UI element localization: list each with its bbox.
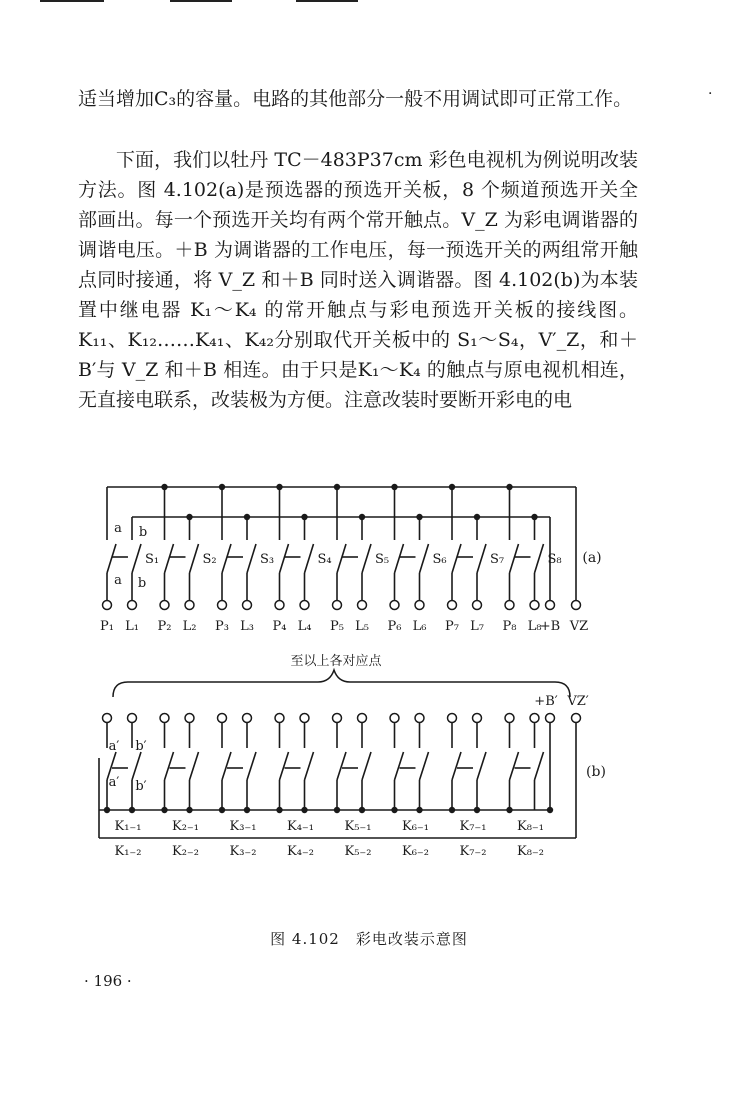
terminal-label: P₆ [387, 619, 402, 634]
relay-contact-label-bottom: K₃₋₂ [229, 844, 257, 859]
switch-label: S₄ [317, 552, 332, 567]
terminal-label: P₇ [445, 619, 459, 634]
terminal-p-prime [505, 714, 514, 723]
switch-blade-b-prime [477, 752, 486, 780]
contact-a-label: a [114, 521, 122, 536]
terminal-l [530, 601, 539, 610]
page-number: · 196 · [84, 972, 132, 990]
switch-blade-a [222, 544, 231, 573]
contact-b-label: b [137, 576, 147, 591]
switch-blade-b [190, 544, 199, 573]
terminal-plus-b [546, 601, 555, 610]
contact-a-prime-label: a′ [108, 739, 120, 754]
terminal-p [448, 601, 457, 610]
relay-contact-label-top: K₅₋₁ [344, 819, 372, 834]
switch-label: S₇ [489, 552, 505, 567]
contact-b-prime-label: b′ [135, 739, 147, 754]
relay-contact-label-top: K₈₋₁ [517, 819, 544, 834]
terminal-p [218, 601, 227, 610]
contact-a-prime-label: a′ [108, 775, 120, 790]
terminal-label: L₃ [240, 619, 254, 634]
terminal-p [390, 601, 399, 610]
terminal-p [275, 601, 284, 610]
switch-blade-a [452, 544, 461, 573]
switch-blade-a-prime [337, 752, 346, 780]
terminal-p [103, 601, 112, 610]
terminal-label: P₈ [502, 619, 517, 634]
panel-b-tag: (b) [586, 764, 606, 780]
junction-node [161, 484, 167, 490]
circuit-diagram [0, 460, 738, 880]
terminal-l [415, 601, 424, 610]
terminal-label: P₂ [157, 619, 172, 634]
terminal-label: P₁ [100, 619, 114, 634]
junction-node [547, 807, 553, 813]
switch-blade-b [247, 544, 256, 573]
terminal-l [473, 601, 482, 610]
terminal-p [160, 601, 169, 610]
switch-blade-a [395, 544, 404, 573]
terminal-l [128, 601, 137, 610]
terminal-label: L₆ [412, 619, 427, 634]
switch-blade-b-prime [362, 752, 371, 780]
junction-node [301, 514, 307, 520]
top-rule-right [296, 0, 358, 2]
contact-b-label: b [138, 525, 148, 540]
switch-blade-a-prime [280, 752, 289, 780]
relay-contact-label-bottom: K₂₋₂ [172, 844, 199, 859]
junction-node [186, 514, 192, 520]
terminal-p [505, 601, 514, 610]
relay-contact-label-bottom: K₁₋₂ [114, 844, 142, 859]
paragraph-1: 适当增加C₃的容量。电路的其他部分一般不用调试即可正常工作。 [78, 88, 633, 110]
terminal-p-prime [218, 714, 227, 723]
relay-contact-label-bottom: K₆₋₂ [402, 844, 429, 859]
brace-note: 至以上各对应点 [290, 654, 382, 669]
switch-blade-b-prime [190, 752, 199, 780]
switch-blade-b-prime [535, 752, 544, 780]
terminal-l [358, 601, 367, 610]
switch-label: S₈ [547, 552, 562, 567]
switch-blade-a [165, 544, 174, 573]
terminal-p-prime [390, 714, 399, 723]
contact-a-label: a [114, 573, 122, 588]
switch-blade-b [362, 544, 371, 573]
terminal-vz [572, 601, 581, 610]
switch-blade-b [420, 544, 429, 573]
terminal-p-prime [333, 714, 342, 723]
terminal-p-prime [103, 714, 112, 723]
junction-node [359, 514, 365, 520]
switch-label: S₅ [374, 552, 390, 567]
terminal-label: L₁ [125, 619, 139, 634]
terminal-p-prime [448, 714, 457, 723]
switch-label: S₂ [202, 552, 217, 567]
junction-node [276, 484, 282, 490]
switch-label: S₃ [259, 552, 275, 567]
top-rule-left [40, 0, 104, 2]
plus-b-prime-label: +B′ [534, 694, 558, 709]
terminal-p-prime [275, 714, 284, 723]
relay-contact-label-bottom: K₇₋₂ [459, 844, 487, 859]
terminal-label: L₅ [355, 619, 369, 634]
terminal-vz-prime [572, 714, 581, 723]
relay-contact-label-top: K₄₋₁ [287, 819, 314, 834]
junction-node [531, 514, 537, 520]
junction-node [244, 514, 250, 520]
panel-a-tag: (a) [582, 550, 602, 566]
junction-node [334, 484, 340, 490]
terminal-label: L₈ [527, 619, 542, 634]
junction-node [474, 514, 480, 520]
junction-node [506, 484, 512, 490]
terminal-p [333, 601, 342, 610]
switch-blade-a-prime [165, 752, 174, 780]
terminal-l-prime [415, 714, 424, 723]
terminal-label: L₄ [297, 619, 312, 634]
junction-node [391, 484, 397, 490]
switch-blade-a-prime [452, 752, 461, 780]
switch-blade-b [132, 544, 141, 573]
terminal-l-prime [128, 714, 137, 723]
terminal-label: L₂ [182, 619, 197, 634]
vz-label: VZ [569, 619, 589, 634]
relay-contact-label-bottom: K₅₋₂ [344, 844, 372, 859]
terminal-l [300, 601, 309, 610]
terminal-label: P₄ [272, 619, 287, 634]
vz-prime-label: VZ′ [567, 694, 589, 709]
contact-b-prime-label: b′ [135, 779, 147, 794]
terminal-l-prime [300, 714, 309, 723]
switch-blade-a [280, 544, 289, 573]
relay-contact-label-bottom: K₄₋₂ [287, 844, 314, 859]
terminal-plus-b-prime [546, 714, 555, 723]
relay-contact-label-top: K₁₋₁ [114, 819, 142, 834]
switch-blade-b-prime [132, 752, 141, 780]
top-rule-middle [170, 0, 232, 2]
plus-b-label: +B [539, 619, 561, 634]
terminal-label: P₃ [215, 619, 229, 634]
terminal-l-prime [358, 714, 367, 723]
margin-mark: · [708, 86, 713, 102]
switch-blade-a [510, 544, 519, 573]
switch-blade-b [305, 544, 314, 573]
terminal-p-prime [160, 714, 169, 723]
switch-blade-b [477, 544, 486, 573]
terminal-l [243, 601, 252, 610]
paragraph-2: 下面，我们以牡丹 TC－483P37cm 彩色电视机为例说明改装方法。图 4.102(a)是预选器的预选开关板，8 个频道预选开关全部画出。每一个预选开关均有两个常开触点。V_Z 为彩电调谐器的调谐电压。＋B 为调谐器的工作电压，每一预选开关的两组常开触点同时接通，将 V_Z 和＋B 同时送入调谐器。图 4.102(b)为本装置中继电器 K₁～K₄ 的常开触点与彩电预选开关板的接线图。K₁₁、K₁₂……K₄₁、K₄₂分别取代开关板中的 S₁～S₄，V′_Z，和＋B′与 V_Z 和＋B 相连。由于只是K₁～K₄ 的触点与原电视机相连，无直接电联系，改装极为方便。注意改装时要断开彩电的电 [78, 149, 638, 411]
terminal-label: P₅ [330, 619, 344, 634]
switch-blade-a [107, 544, 116, 573]
switch-blade-a-prime [510, 752, 519, 780]
junction-node [449, 484, 455, 490]
terminal-l-prime [185, 714, 194, 723]
switch-blade-b-prime [420, 752, 429, 780]
brace [113, 670, 570, 697]
terminal-label: L₇ [470, 619, 484, 634]
switch-blade-a-prime [395, 752, 404, 780]
terminal-l-prime [473, 714, 482, 723]
switch-blade-a [337, 544, 346, 573]
terminal-l-prime [530, 714, 539, 723]
switch-blade-b-prime [305, 752, 314, 780]
junction-node [219, 484, 225, 490]
relay-contact-label-top: K₇₋₁ [459, 819, 487, 834]
figure-caption: 图 4.102 彩电改装示意图 [270, 930, 468, 948]
relay-contact-label-top: K₂₋₁ [172, 819, 199, 834]
relay-contact-label-top: K₃₋₁ [229, 819, 257, 834]
relay-contact-label-top: K₆₋₁ [402, 819, 429, 834]
terminal-l [185, 601, 194, 610]
terminal-l-prime [243, 714, 252, 723]
switch-label: S₆ [432, 552, 447, 567]
relay-contact-label-bottom: K₈₋₂ [517, 844, 544, 859]
switch-blade-b [535, 544, 544, 573]
switch-label: S₁ [144, 552, 160, 567]
switch-blade-a-prime [222, 752, 231, 780]
switch-blade-b-prime [247, 752, 256, 780]
junction-node [416, 514, 422, 520]
